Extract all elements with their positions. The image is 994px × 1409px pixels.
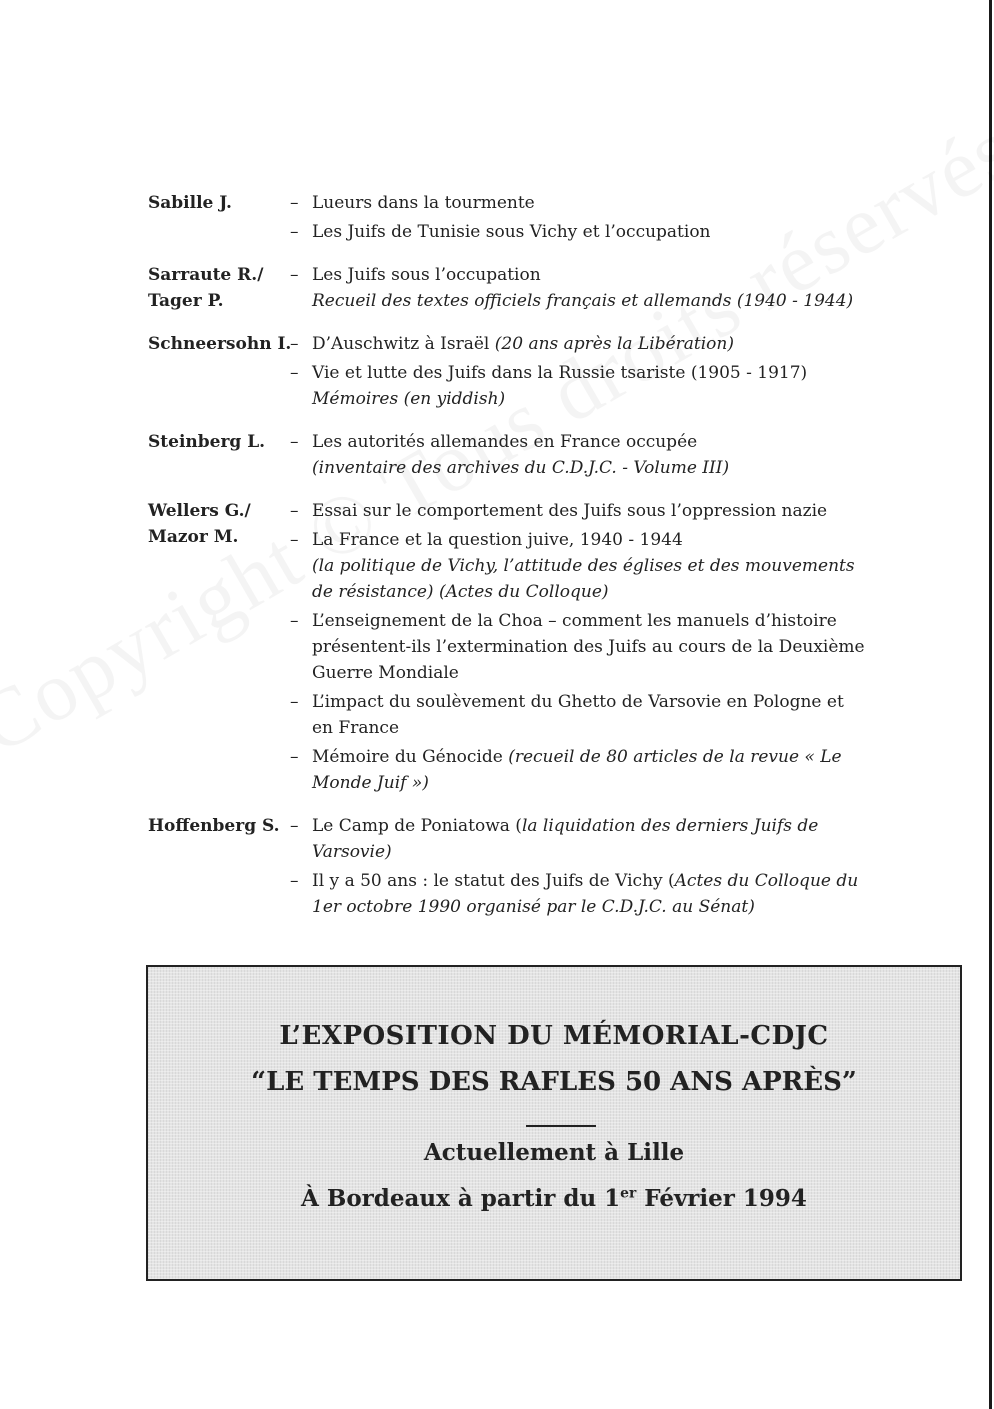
author-name bbox=[148, 429, 290, 484]
work-text bbox=[312, 331, 868, 357]
author-name bbox=[148, 813, 290, 923]
exhibition-subtitle: “LE TEMPS DES RAFLES 50 ANS APRÈS” bbox=[251, 1067, 857, 1097]
work-annotation: la liquidation des derniers Juifs de Varsovie) bbox=[312, 816, 819, 862]
work-annotation: Recueil des textes officiels français et allemands (1940 - 1944) bbox=[312, 291, 854, 311]
next-location-text: À Bordeaux à partir du 1 bbox=[301, 1185, 621, 1212]
page-edge bbox=[989, 0, 992, 1409]
author-name-line: Tager P. bbox=[148, 291, 224, 311]
works-list bbox=[290, 813, 868, 923]
work-item bbox=[290, 744, 868, 796]
works-list bbox=[290, 190, 868, 248]
work-title: Essai sur le comportement des Juifs sous l’oppression nazie bbox=[312, 501, 828, 521]
author-name bbox=[148, 498, 290, 799]
dash-bullet: – bbox=[290, 747, 299, 767]
bibliography-entry bbox=[148, 429, 868, 484]
work-item bbox=[290, 360, 868, 412]
exhibition-current-location: Actuellement à Lille bbox=[423, 1139, 685, 1166]
dash-bullet: – bbox=[290, 432, 299, 452]
works-list bbox=[290, 331, 868, 415]
work-annotation: Actes du Colloque du 1er octobre 1990 organisé par le C.D.J.C. au Sénat) bbox=[312, 871, 859, 917]
bibliography-entry bbox=[148, 262, 868, 317]
work-item bbox=[290, 498, 868, 524]
next-location-date: Février 1994 bbox=[636, 1185, 807, 1212]
exhibition-title: L’EXPOSITION DU MÉMORIAL-CDJC bbox=[279, 1021, 829, 1051]
dash-bullet: – bbox=[290, 816, 299, 836]
work-item bbox=[290, 813, 868, 865]
works-list bbox=[290, 498, 868, 799]
bibliography-entry bbox=[148, 498, 868, 799]
work-item bbox=[290, 219, 868, 245]
work-text bbox=[312, 429, 868, 481]
author-name-line: Hoffenberg S. bbox=[148, 816, 280, 836]
dash-bullet: – bbox=[290, 334, 299, 354]
works-list bbox=[290, 262, 868, 317]
dash-bullet: – bbox=[290, 871, 299, 891]
dash-bullet: – bbox=[290, 363, 299, 383]
dash-bullet: – bbox=[290, 265, 299, 285]
work-title: Vie et lutte des Juifs dans la Russie tsariste (1905 - 1917) bbox=[312, 363, 808, 383]
author-name-line: Sabille J. bbox=[148, 193, 232, 213]
work-title: Il y a 50 ans : le statut des Juifs de Vichy ( bbox=[312, 871, 675, 891]
ordinal-suffix: er bbox=[620, 1185, 637, 1202]
work-title: Les Juifs sous l’occupation bbox=[312, 265, 541, 285]
work-item bbox=[290, 429, 868, 481]
work-item bbox=[290, 868, 868, 920]
separator-rule bbox=[526, 1125, 596, 1127]
work-title: L’enseignement de la Choa – comment les manuels d’histoire présentent-ils l’extermination des Juifs au cours de la Deuxième Guerre Mondiale bbox=[312, 611, 865, 683]
work-item bbox=[290, 331, 868, 357]
work-title: L’impact du soulèvement du Ghetto de Varsovie en Pologne et en France bbox=[312, 692, 844, 738]
author-name-line: Sarraute R./ bbox=[148, 265, 264, 285]
author-name bbox=[148, 331, 290, 415]
work-text bbox=[312, 360, 868, 412]
work-title: La France et la question juive, 1940 - 1944 bbox=[312, 530, 683, 550]
work-annotation: (inventaire des archives du C.D.J.C. - Volume III) bbox=[312, 458, 730, 478]
work-title: D’Auschwitz à Israël bbox=[312, 334, 495, 354]
work-annotation: (recueil de 80 articles de la revue « Le Monde Juif ») bbox=[312, 747, 842, 793]
work-title: Les autorités allemandes en France occupée bbox=[312, 432, 698, 452]
work-text bbox=[312, 498, 868, 524]
work-text bbox=[312, 262, 868, 314]
bibliography-entry bbox=[148, 331, 868, 415]
work-text bbox=[312, 689, 868, 741]
author-name-line: Schneersohn I. bbox=[148, 334, 292, 354]
dash-bullet: – bbox=[290, 501, 299, 521]
work-title: Mémoire du Génocide bbox=[312, 747, 509, 767]
exhibition-next-location bbox=[148, 1185, 960, 1212]
author-name bbox=[148, 190, 290, 248]
work-text bbox=[312, 868, 868, 920]
dash-bullet: – bbox=[290, 611, 299, 631]
work-annotation: (la politique de Vichy, l’attitude des églises et des mouvements de résistance) (Actes du Colloque) bbox=[312, 556, 855, 602]
work-text bbox=[312, 608, 868, 686]
work-item bbox=[290, 689, 868, 741]
work-annotation: (20 ans après la Libération) bbox=[494, 334, 734, 354]
dash-bullet: – bbox=[290, 692, 299, 712]
work-item bbox=[290, 608, 868, 686]
work-text bbox=[312, 744, 868, 796]
bibliography-entry bbox=[148, 813, 868, 923]
work-item bbox=[290, 190, 868, 216]
dash-bullet: – bbox=[290, 193, 299, 213]
exhibition-announcement-box bbox=[146, 965, 962, 1281]
author-name bbox=[148, 262, 290, 317]
work-text bbox=[312, 190, 868, 216]
bibliography-list bbox=[148, 190, 868, 937]
work-text bbox=[312, 219, 868, 245]
work-annotation: Mémoires (en yiddish) bbox=[312, 389, 506, 409]
author-name-line: Steinberg L. bbox=[148, 432, 266, 452]
work-title: Lueurs dans la tourmente bbox=[312, 193, 535, 213]
work-title: Le Camp de Poniatowa ( bbox=[312, 816, 522, 836]
work-item bbox=[290, 527, 868, 605]
works-list bbox=[290, 429, 868, 484]
author-name-line: Mazor M. bbox=[148, 527, 239, 547]
work-item bbox=[290, 262, 868, 314]
bibliography-entry bbox=[148, 190, 868, 248]
work-text bbox=[312, 813, 868, 865]
work-title: Les Juifs de Tunisie sous Vichy et l’occupation bbox=[312, 222, 711, 242]
dash-bullet: – bbox=[290, 222, 299, 242]
author-name-line: Wellers G./ bbox=[148, 501, 251, 521]
dash-bullet: – bbox=[290, 530, 299, 550]
work-text bbox=[312, 527, 868, 605]
